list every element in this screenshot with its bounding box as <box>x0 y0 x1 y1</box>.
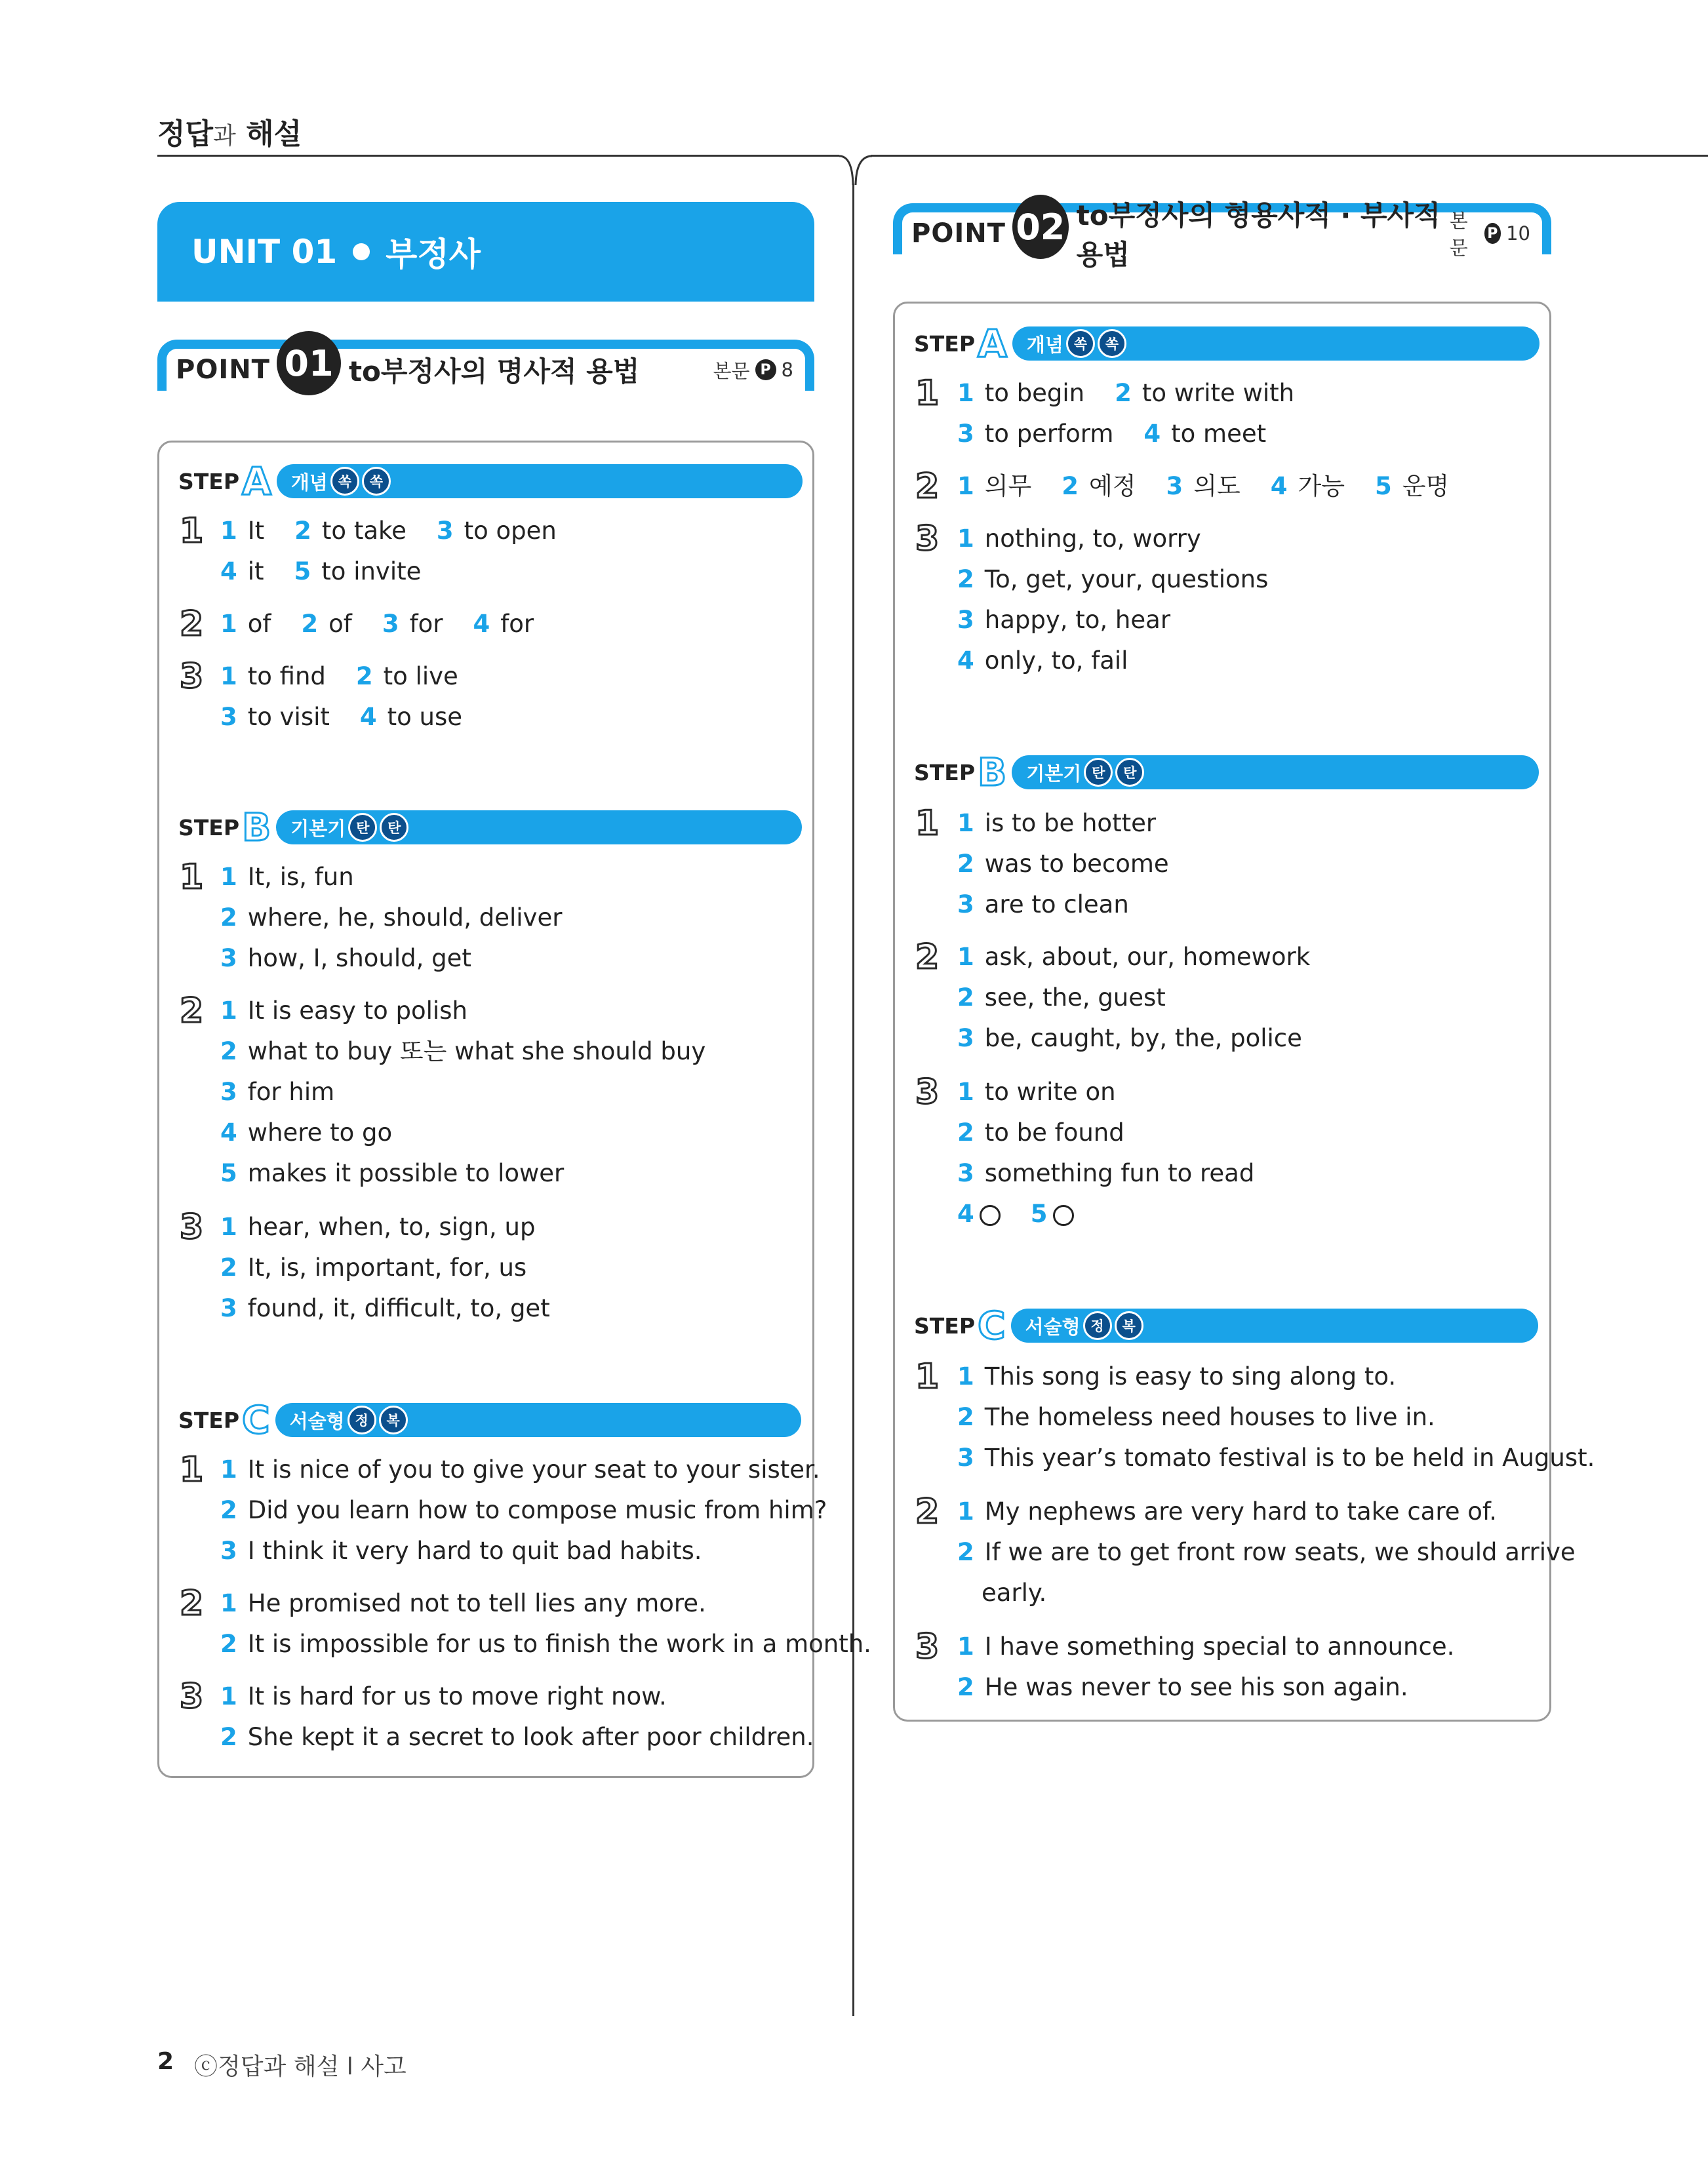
step-badge: 쏙 <box>330 467 359 496</box>
answer-line: 1 It 2 to take 3 to open <box>220 517 557 545</box>
point-title: to부정사의 명사적 용법 <box>348 355 640 387</box>
answer-line: 3 found, it, difficult, to, get <box>220 1294 550 1322</box>
answer-line: 1 It is nice of you to give your seat to your sister. <box>220 1455 820 1484</box>
step-letter: B <box>978 750 1007 795</box>
header-rule-right <box>871 155 1708 157</box>
page-ref-number: 10 <box>1506 222 1530 245</box>
step-letter: C <box>978 1303 1006 1348</box>
unit-banner <box>157 202 814 302</box>
answer-line: 1 ask, about, our, homework <box>957 943 1311 971</box>
step-label: STEP <box>914 759 976 785</box>
question-number: 3 <box>915 1073 940 1112</box>
question-number: 3 <box>915 519 940 559</box>
answer-line: 1 He promised not to tell lies any more. <box>220 1589 706 1617</box>
step-badge: 정 <box>1083 1311 1112 1340</box>
title-part-2: 과 <box>213 123 236 149</box>
answer-line: 2 Did you learn how to compose music from him? <box>220 1496 827 1524</box>
question-number: 2 <box>180 604 204 644</box>
step-label: STEP <box>178 1407 240 1433</box>
answer-line: 3 to perform 4 to meet <box>957 420 1267 448</box>
step-bar <box>276 810 802 844</box>
step-letter: C <box>242 1398 270 1442</box>
unit-name: 부정사 <box>386 235 481 273</box>
step-letter: A <box>242 459 271 504</box>
footer-text: ⓒ정답과 해설 l 사고 <box>194 2053 407 2080</box>
answer-box-left <box>157 441 814 1778</box>
question-number: 3 <box>180 1677 204 1716</box>
point-header-left <box>157 340 814 391</box>
question-number: 1 <box>915 804 940 843</box>
answer-line: 1 It is hard for us to move right now. <box>220 1682 667 1710</box>
question-number: 2 <box>915 1492 940 1531</box>
header-rule-left <box>157 155 839 157</box>
step-badge: 쏙 <box>362 467 391 496</box>
answer-line: 1 is to be hotter <box>957 809 1157 837</box>
answer-line: 2 what to buy 또는 what she should buy <box>220 1037 706 1065</box>
page-number: 2 <box>157 2048 174 2075</box>
answer-line: 2 to be found <box>957 1118 1124 1147</box>
answer-line: 1 nothing, to, worry <box>957 524 1201 553</box>
point-label: POINT <box>911 218 1006 248</box>
page-ref-number: 8 <box>781 359 793 381</box>
answer-line: 1 My nephews are very hard to take care of. <box>957 1497 1497 1526</box>
step-bar <box>275 1403 801 1437</box>
question-number: 3 <box>180 657 204 696</box>
step-badge: 쏙 <box>1098 329 1126 358</box>
step-bar <box>277 464 803 498</box>
answer-line: 2 To, get, your, questions <box>957 565 1269 593</box>
step-badge: 탄 <box>380 813 408 842</box>
page-badge-icon: P <box>1484 223 1501 244</box>
answer-line: 4 where to go <box>220 1118 393 1147</box>
point-label: POINT <box>176 355 270 385</box>
step-badge: 복 <box>1115 1311 1143 1340</box>
answer-line: 3 This year’s tomato festival is to be held in August. <box>957 1444 1595 1472</box>
answer-line: 4 it 5 to invite <box>220 557 422 585</box>
answer-line: early. <box>982 1579 1047 1607</box>
circle-mark-icon <box>980 1205 1001 1226</box>
question-number: 2 <box>915 467 940 506</box>
answer-line: 1 to begin 2 to write with <box>957 379 1295 407</box>
question-number: 1 <box>180 511 204 551</box>
answer-line: 4 5 <box>957 1200 1074 1229</box>
question-number: 1 <box>915 374 940 413</box>
step-badge: 탄 <box>1115 758 1144 787</box>
page-reference <box>1450 207 1530 260</box>
question-number: 2 <box>180 991 204 1031</box>
answer-line: 2 see, the, guest <box>957 983 1166 1012</box>
question-number: 2 <box>180 1584 204 1623</box>
page-reference <box>713 357 793 384</box>
step-a-header <box>178 459 803 504</box>
answer-line: 2 where, he, should, deliver <box>220 903 563 932</box>
title-part-1: 정답 <box>157 117 214 151</box>
step-caption: 서술형 <box>289 1410 345 1432</box>
answer-line: 3 something fun to read <box>957 1159 1255 1187</box>
step-c-header <box>914 1303 1538 1348</box>
bullet-dot <box>353 243 370 260</box>
answer-line: 2 The homeless need houses to live in. <box>957 1403 1435 1431</box>
answer-line: 1 It is easy to polish <box>220 997 467 1025</box>
step-label: STEP <box>178 814 240 840</box>
circle-mark-icon <box>1053 1205 1074 1226</box>
question-number: 3 <box>915 1627 940 1667</box>
answer-line: 1 of 2 of 3 for 4 for <box>220 610 534 638</box>
question-number: 1 <box>180 858 204 897</box>
answer-line: 3 to visit 4 to use <box>220 703 463 731</box>
answer-line: 1 to write on <box>957 1078 1116 1106</box>
answer-line: 2 If we are to get front row seats, we should arrive <box>957 1538 1576 1566</box>
step-badge: 쏙 <box>1066 329 1095 358</box>
spine-curve <box>837 153 875 188</box>
unit-label: UNIT 01 <box>191 233 338 271</box>
page-ref-text: 본문 <box>1449 210 1468 259</box>
answer-line: 3 happy, to, hear <box>957 606 1171 634</box>
answer-line: 1 의무 2 예정 3 의도 4 가능 5 운명 <box>957 472 1450 500</box>
question-number: 1 <box>915 1357 940 1396</box>
answer-line: 3 for him <box>220 1078 335 1106</box>
step-badge: 복 <box>379 1406 408 1434</box>
answer-line: 3 how, I, should, get <box>220 944 471 972</box>
question-number: 1 <box>180 1450 204 1490</box>
step-caption: 개념 <box>1026 333 1063 356</box>
question-number: 3 <box>180 1208 204 1247</box>
answer-line: 3 are to clean <box>957 890 1129 918</box>
step-caption: 기본기 <box>1026 762 1082 785</box>
step-caption: 개념 <box>290 471 328 494</box>
point-number: 02 <box>1012 195 1069 259</box>
step-badge: 정 <box>348 1406 376 1434</box>
step-badge: 탄 <box>348 813 377 842</box>
step-c-header <box>178 1398 801 1442</box>
page-ref-text: 본문 <box>713 359 750 382</box>
step-letter: A <box>978 321 1007 366</box>
step-bar <box>1012 755 1539 789</box>
step-letter: B <box>242 805 271 850</box>
step-bar <box>1012 326 1539 361</box>
answer-line: 4 only, to, fail <box>957 646 1128 675</box>
answer-line: 3 I think it very hard to quit bad habits. <box>220 1537 702 1565</box>
answer-line: 2 It, is, important, for, us <box>220 1254 527 1282</box>
book-title <box>157 110 302 152</box>
step-caption: 기본기 <box>290 817 346 840</box>
step-label: STEP <box>178 468 240 494</box>
title-part-3: 해설 <box>246 117 302 151</box>
answer-line: 1 It, is, fun <box>220 863 354 891</box>
answer-line: 1 This song is easy to sing along to. <box>957 1362 1397 1391</box>
point-header-right <box>893 199 1551 271</box>
answer-line: 2 was to become <box>957 850 1169 878</box>
step-a-header <box>914 321 1539 366</box>
step-caption: 서술형 <box>1025 1315 1081 1338</box>
point-title: to부정사의 형용사적 · 부사적 용법 <box>1076 199 1440 271</box>
answer-line: 1 I have something special to announce. <box>957 1632 1455 1661</box>
point-number: 01 <box>277 331 341 395</box>
answer-line: 1 to find 2 to live <box>220 662 458 690</box>
answer-line: 5 makes it possible to lower <box>220 1159 565 1187</box>
step-badge: 탄 <box>1084 758 1113 787</box>
answer-line: 2 He was never to see his son again. <box>957 1673 1408 1701</box>
answer-line: 2 It is impossible for us to finish the work in a month. <box>220 1630 871 1658</box>
step-label: STEP <box>914 330 976 357</box>
answer-line: 3 be, caught, by, the, police <box>957 1024 1302 1052</box>
question-number: 2 <box>915 938 940 977</box>
step-b-header <box>914 750 1539 795</box>
page-spine <box>852 184 854 2016</box>
answer-line: 1 hear, when, to, sign, up <box>220 1213 536 1241</box>
step-bar <box>1011 1309 1538 1343</box>
step-label: STEP <box>914 1313 976 1339</box>
page-badge-icon: P <box>755 359 776 380</box>
step-b-header <box>178 805 802 850</box>
answer-line: 2 She kept it a secret to look after poor children. <box>220 1723 814 1751</box>
